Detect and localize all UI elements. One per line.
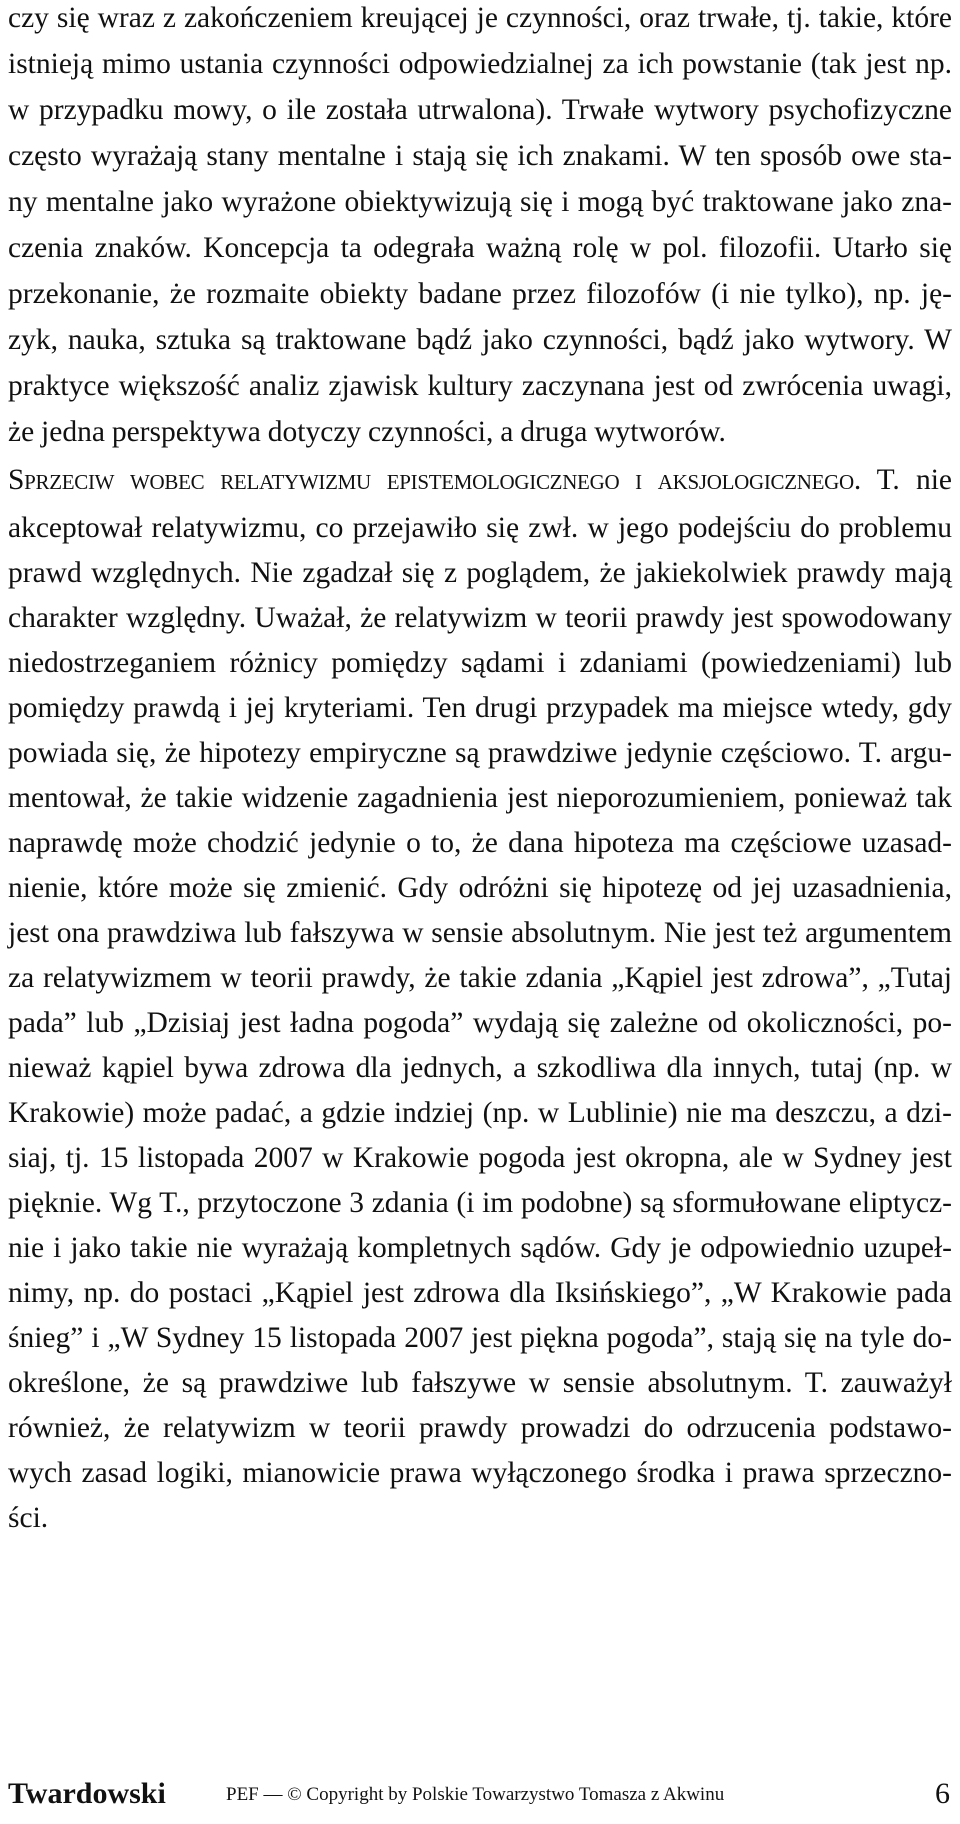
body-line: często wyrażają stany mentalne i stają się ich znakami. W ten sposób owe sta- bbox=[8, 140, 952, 172]
body-line: określone, że są prawdziwe lub fałszywe w sensie absolutnym. T. zauważył bbox=[8, 1367, 952, 1399]
body-line: Krakowie) może padać, a gdzie indziej (np. w Lublinie) nie ma deszczu, a dzi- bbox=[8, 1097, 952, 1129]
body-line: nieważ kąpiel bywa zdrowa dla jednych, a szkodliwa dla innych, tutaj (np. w bbox=[8, 1052, 952, 1084]
body-line: pomiędzy prawdą i jej kryteriami. Ten drugi przypadek ma miejsce wtedy, gdy bbox=[8, 692, 952, 724]
body-line: mentował, że takie widzenie zagadnienia jest nieporozumieniem, ponieważ tak bbox=[8, 782, 952, 814]
body-line: powiada się, że hipotezy empiryczne są prawdziwe jedynie częściowo. T. argu- bbox=[8, 737, 952, 769]
body-line: czenia znaków. Koncepcja ta odegrała ważną rolę w pol. filozofii. Utarło się bbox=[8, 232, 952, 264]
body-line: że jedna perspektywa dotyczy czynności, a druga wytworów. bbox=[8, 416, 726, 448]
page-number: 6 bbox=[935, 1777, 950, 1810]
body-line: istnieją mimo ustania czynności odpowiedzialnej za ich powstanie (tak jest np. bbox=[8, 48, 952, 80]
body-line: również, że relatywizm w teorii prawdy prowadzi do odrzucenia podstawo- bbox=[8, 1412, 952, 1444]
body-line: pada” lub „Dzisiaj jest ładna pogoda” wydają się zależne od okoliczności, po- bbox=[8, 1007, 952, 1039]
body-line: nienie, które może się zmienić. Gdy odróżni się hipotezę od jej uzasadnienia, bbox=[8, 872, 952, 904]
section-heading-line bbox=[8, 462, 952, 498]
body-line: ści. bbox=[8, 1502, 49, 1534]
body-line: akceptował relatywizmu, co przejawiło się zwł. w jego podejściu do problemu bbox=[8, 512, 952, 544]
body-line: naprawdę może chodzić jedynie o to, że dana hipoteza ma częściowe uzasad- bbox=[8, 827, 952, 859]
body-line: pięknie. Wg T., przytoczone 3 zdania (i im podobne) są sformułowane eliptycz- bbox=[8, 1187, 952, 1219]
body-line: niedostrzeganiem różnicy pomiędzy sądami i zdaniami (powiedzeniami) lub bbox=[8, 647, 952, 679]
section-heading-rest: T. nie bbox=[860, 464, 952, 496]
body-line: praktyce większość analiz zjawisk kultury zaczynana jest od zwrócenia uwagi, bbox=[8, 370, 952, 402]
body-line: siaj, tj. 15 listopada 2007 w Krakowie pogoda jest okropna, ale w Sydney jest bbox=[8, 1142, 952, 1174]
body-line: za relatywizmem w teorii prawdy, że takie zdania „Kąpiel jest zdrowa”, „Tutaj bbox=[8, 962, 952, 994]
body-line: charakter względny. Uważał, że relatywizm w teorii prawdy jest spowodowany bbox=[8, 602, 952, 634]
body-line: jest ona prawdziwa lub fałszywa w sensie absolutnym. Nie jest też argumentem bbox=[8, 917, 952, 949]
body-line: prawd względnych. Nie zgadzał się z poglądem, że jakiekolwiek prawdy mają bbox=[8, 557, 952, 589]
body-line: w przypadku mowy, o ile została utrwalona). Trwałe wytwory psychofizyczne bbox=[8, 94, 952, 126]
body-line: nimy, np. do postaci „Kąpiel jest zdrowa dla Iksińskiego”, „W Krakowie pada bbox=[8, 1277, 952, 1309]
body-line: czy się wraz z zakończeniem kreującej je czynności, oraz trwałe, tj. takie, które bbox=[8, 2, 952, 34]
body-line: śnieg” i „W Sydney 15 listopada 2007 jest piękna pogoda”, stają się na tyle do- bbox=[8, 1322, 952, 1354]
body-line: przekonanie, że rozmaite obiekty badane przez filozofów (i nie tylko), np. ję- bbox=[8, 278, 952, 310]
body-line: ny mentalne jako wyrażone obiektywizują się i mogą być traktowane jako zna- bbox=[8, 186, 952, 218]
section-heading: Sprzeciw wobec relatywizmu epistemologicznego i aksjologicznego. bbox=[8, 464, 861, 496]
footer-author: Twardowski bbox=[8, 1777, 166, 1810]
body-line: wych zasad logiki, mianowicie prawa wyłączonego środka i prawa sprzeczno- bbox=[8, 1457, 952, 1489]
footer-source: PEF — © Copyright by Polskie Towarzystwo Tomasza z Akwinu bbox=[226, 1784, 725, 1805]
body-line: zyk, nauka, sztuka są traktowane bądź jako czynności, bądź jako wytwory. W bbox=[8, 324, 952, 356]
body-line: nie i jako takie nie wyrażają kompletnych sądów. Gdy je odpowiednio uzupeł- bbox=[8, 1232, 952, 1264]
page-footer bbox=[0, 1774, 960, 1814]
